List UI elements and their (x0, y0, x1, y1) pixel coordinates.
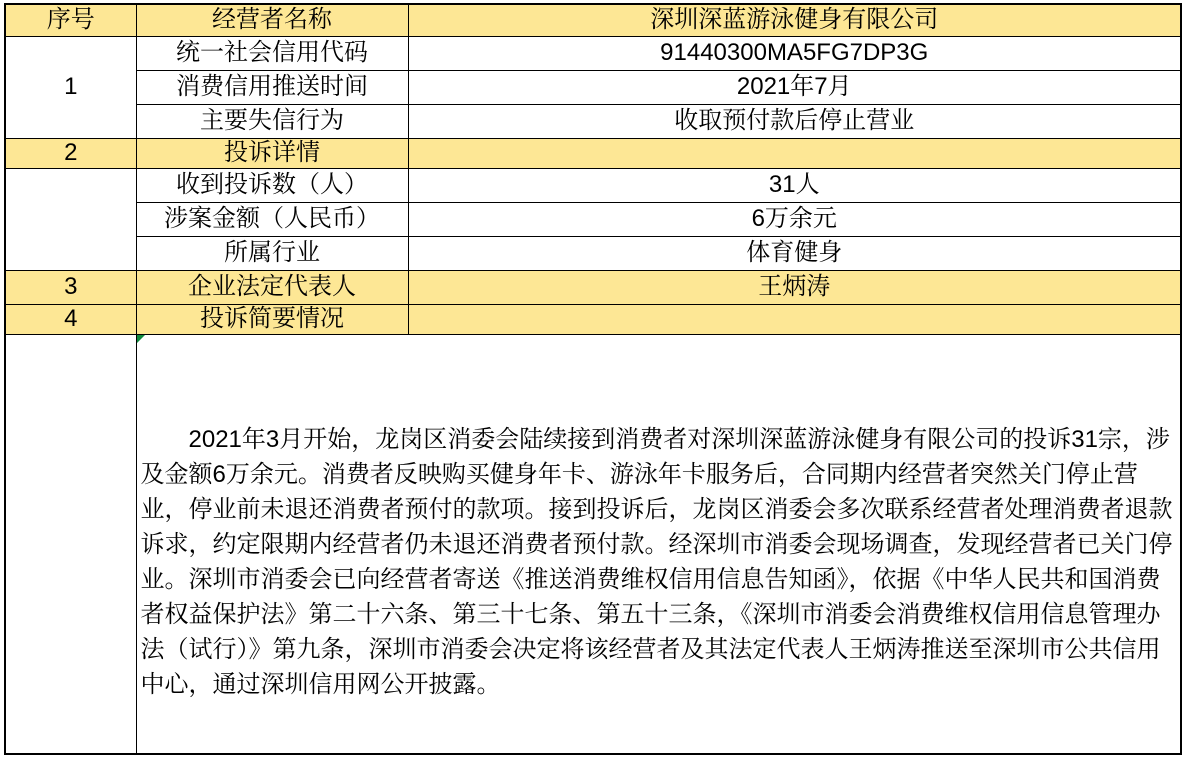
dishonest-act-value-cell: 收取预付款后停止营业 (408, 104, 1181, 138)
table-row (5, 70, 1181, 104)
complaint-summary-cell (136, 334, 1181, 754)
section2-index-cell: 2 (5, 138, 136, 168)
complaint-count-value-cell: 31人 (408, 168, 1181, 202)
industry-value-cell: 体育健身 (408, 236, 1181, 270)
push-time-value-cell: 2021年7月 (408, 70, 1181, 104)
header-name-cell: 经营者名称 (136, 4, 408, 36)
amount-value-cell: 6万余元 (408, 202, 1181, 236)
push-time-label-cell: 消费信用推送时间 (136, 70, 408, 104)
dishonest-act-label-cell: 主要失信行为 (136, 104, 408, 138)
summary-row (5, 334, 1181, 754)
table-row (5, 236, 1181, 270)
complaint-summary-paragraph: 2021年3月开始，龙岗区消委会陆续接到消费者对深圳深蓝游泳健身有限公司的投诉31宗，涉及金额6万余元。消费者反映购买健身年卡、游泳年卡服务后，合同期内经营者突然关门停止营业，停业前未退还消费者预付的款项。接到投诉后，龙岗区消委会多次联系经营者处理消费者退款诉求，约定限期内经营者仍未退还消费者预付款。经深圳市消委会现场调查，发现经营者已关门停业。深圳市消委会已向经营者寄送《推送消费维权信用信息告知函》，依据《中华人民共和国消费者权益保护法》第二十六条、第三十七条、第五十三条，《深圳市消委会消费维权信用信息管理办法（试行）》第九条，深圳市消委会决定将该经营者及其法定代表人王炳涛推送至深圳市公共信用中心，通过深圳信用网公开披露。 (140, 425, 1173, 698)
complaint-count-label-cell: 收到投诉数（人） (136, 168, 408, 202)
section2-empty-cell (408, 138, 1181, 168)
section3-index-cell: 3 (5, 270, 136, 304)
section2-blank-index-cell (5, 168, 136, 270)
credit-code-value-cell: 91440300MA5FG7DP3G (408, 36, 1181, 70)
complaint-summary-label-cell: 投诉简要情况 (136, 304, 408, 334)
credit-disclosure-table (4, 3, 1182, 755)
header-row (5, 4, 1181, 36)
company-name-cell: 深圳深蓝游泳健身有限公司 (408, 4, 1181, 36)
summary-blank-index-cell (5, 334, 136, 754)
section4-index-cell: 4 (5, 304, 136, 334)
table-row (5, 36, 1181, 70)
legal-representative-row (5, 270, 1181, 304)
amount-label-cell: 涉案金额（人民币） (136, 202, 408, 236)
section2-header-row (5, 138, 1181, 168)
table-row (5, 168, 1181, 202)
section4-header-row (5, 304, 1181, 334)
legal-representative-value-cell: 王炳涛 (408, 270, 1181, 304)
section1-index-cell: 1 (5, 36, 136, 138)
header-index-cell: 序号 (5, 4, 136, 36)
credit-code-label-cell: 统一社会信用代码 (136, 36, 408, 70)
section4-empty-cell (408, 304, 1181, 334)
table-row (5, 104, 1181, 138)
industry-label-cell: 所属行业 (136, 236, 408, 270)
complaint-detail-title-cell: 投诉详情 (136, 138, 408, 168)
cell-error-indicator-triangle (137, 335, 145, 343)
table-row (5, 202, 1181, 236)
legal-representative-label-cell: 企业法定代表人 (136, 270, 408, 304)
